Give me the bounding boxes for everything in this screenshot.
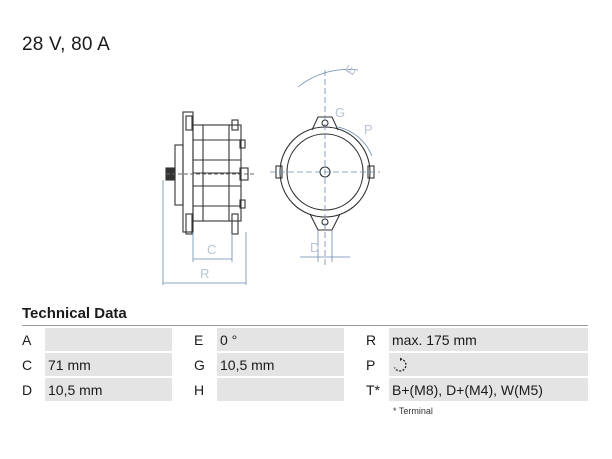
label-C: C (207, 242, 217, 257)
value-T: B+(M8), D+(M4), W(M5) (389, 378, 588, 401)
key-G: G (194, 353, 217, 376)
label-D: D (310, 240, 320, 255)
page-title: 28 V, 80 A (22, 34, 110, 55)
label-R: R (200, 266, 210, 281)
key-A: A (22, 328, 45, 351)
key-E: E (194, 328, 217, 351)
value-D: 10,5 mm (45, 378, 172, 401)
value-G: 10,5 mm (217, 353, 344, 376)
clockwise-rotation-icon (392, 357, 408, 373)
key-P: P (366, 353, 389, 376)
label-E: E (341, 62, 360, 78)
technical-data-table (22, 328, 588, 401)
divider (22, 325, 588, 326)
label-G: G (335, 105, 346, 120)
label-P: P (364, 122, 373, 137)
value-E: 0 ° (217, 328, 344, 351)
section-title: Technical Data (22, 305, 127, 322)
alternator-side-view (166, 112, 255, 234)
key-D: D (22, 378, 45, 401)
key-T: T* (366, 378, 389, 401)
value-R: max. 175 mm (389, 328, 588, 351)
terminal-footnote: * Terminal (393, 406, 433, 416)
value-C: 71 mm (45, 353, 172, 376)
value-P (389, 353, 588, 376)
key-H: H (194, 378, 217, 401)
value-A (45, 328, 172, 351)
value-H (217, 378, 344, 401)
key-C: C (22, 353, 45, 376)
key-R: R (366, 328, 389, 351)
